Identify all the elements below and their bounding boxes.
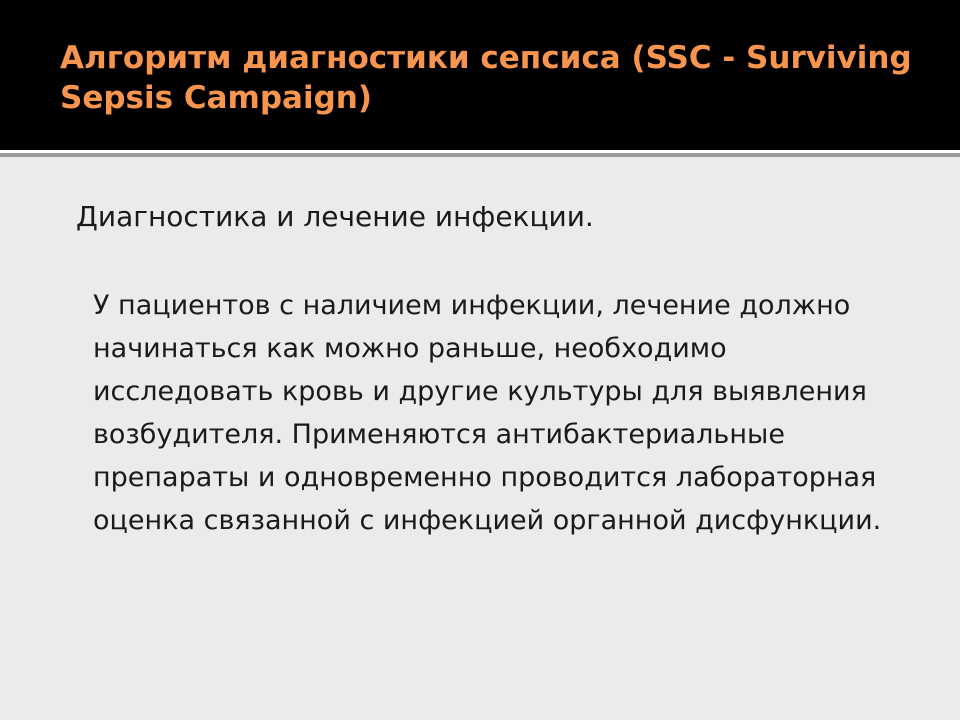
slide-body-text: У пациентов с наличием инфекции, лечение должно начинаться как можно раньше, необходимо исследовать кровь и другие культуры для выявления возбудителя. Применяются антибактериальные препараты и одновременно проводится лабораторная оценка связанной с инфекцией органной дисфункции. — [93, 290, 882, 536]
title-bar — [0, 0, 960, 150]
slide-title: Алгоритм диагностики сепсиса (SSC - Surviving Sepsis Campaign) — [60, 40, 912, 116]
title-divider-dark — [0, 153, 960, 157]
slide-subtitle: Диагностика и лечение инфекции. — [76, 200, 594, 233]
